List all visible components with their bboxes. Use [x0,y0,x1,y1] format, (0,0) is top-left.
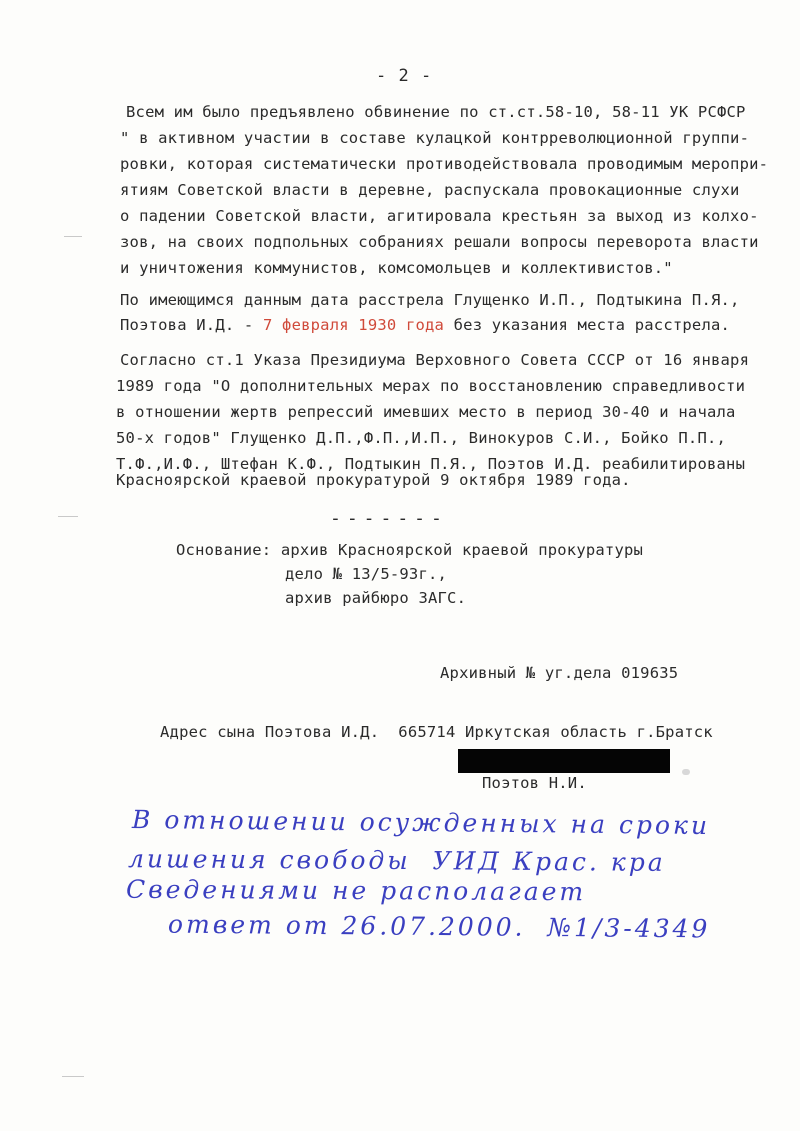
paragraph2-line-2 [120,316,730,334]
handwritten-line-1: В отношении осужденных на сроки [131,804,711,841]
paragraph3-line-1: Согласно ст.1 Указа Президиума Верховного Совета СССР от 16 января [120,351,750,369]
redaction-bar [458,749,670,773]
separator-dashes: ------- [330,508,448,529]
paragraph1-line-5: о падении Советской власти, агитировала крестьян за выход из колхо- [120,207,759,225]
margin-mark [58,516,78,517]
basis-line-1: Основание: архив Красноярской краевой прокуратуры [176,541,644,559]
paragraph2-text-after: без указания места расстрела. [444,316,731,334]
paragraph2-text-before: Поэтова И.Д. - [120,316,263,334]
handwritten-line-2: лишения свободы УИД Крас. кра [127,844,666,877]
handwritten-line-4: ответ от 26.07.2000. №1/3-4349 [167,909,711,944]
basis-line-3: архив райбюро ЗАГС. [285,589,467,607]
son-name: Поэтов Н.И. [482,774,587,792]
paragraph3-line-4: 50-х годов" Глущенко Д.П.,Ф.П.,И.П., Винокуров С.И., Бойко П.П., [116,429,727,447]
execution-date: 7 февраля 1930 года [262,316,445,334]
archive-case-number: Архивный № уг.дела 019635 [440,664,679,682]
paragraph1-line-6: зов, на своих подпольных собраниях решали вопросы переворота власти [120,233,759,251]
page-number: - 2 - [376,66,433,86]
paragraph1-line-4: ятиям Советской власти в деревне, распускала провокационные слухи [120,181,740,199]
paragraph1-line-2: " в активном участии в составе кулацкой контрреволюционной группи- [120,129,750,147]
paragraph3-line-2: 1989 года "О дополнительных мерах по восстановлению справедливости [116,377,746,395]
paragraph1-line-1: Всем им было предъявлено обвинение по ст.ст.58-10, 58-11 УК РСФСР [126,103,746,121]
margin-mark [62,1076,84,1077]
paragraph3-line-3: в отношении жертв репрессий имевших место в период 30-40 и начала [116,403,736,421]
son-address: Адрес сына Поэтова И.Д. 665714 Иркутская область г.Братск [160,723,713,741]
paragraph2-line-1: По имеющимся данным дата расстрела Глущенко И.П., Подтыкина П.Я., [120,291,740,309]
paragraph3-line-6: Красноярской краевой прокуратурой 9 октября 1989 года. [116,471,631,489]
paragraph3-line-5: Т.Ф.,И.Ф., Штефан К.Ф., Подтыкин П.Я., Поэтов И.Д. реабилитированы [116,455,746,473]
margin-mark [64,236,82,237]
handwritten-line-3: Сведениями не располагает [125,874,587,907]
paragraph1-line-7: и уничтожения коммунистов, комсомольцев и коллективистов." [120,259,673,277]
margin-speck [682,769,690,775]
basis-line-2: дело № 13/5-93г., [285,565,448,583]
paragraph1-line-3: ровки, которая систематически противодействовала проводимым меропри- [120,155,769,173]
